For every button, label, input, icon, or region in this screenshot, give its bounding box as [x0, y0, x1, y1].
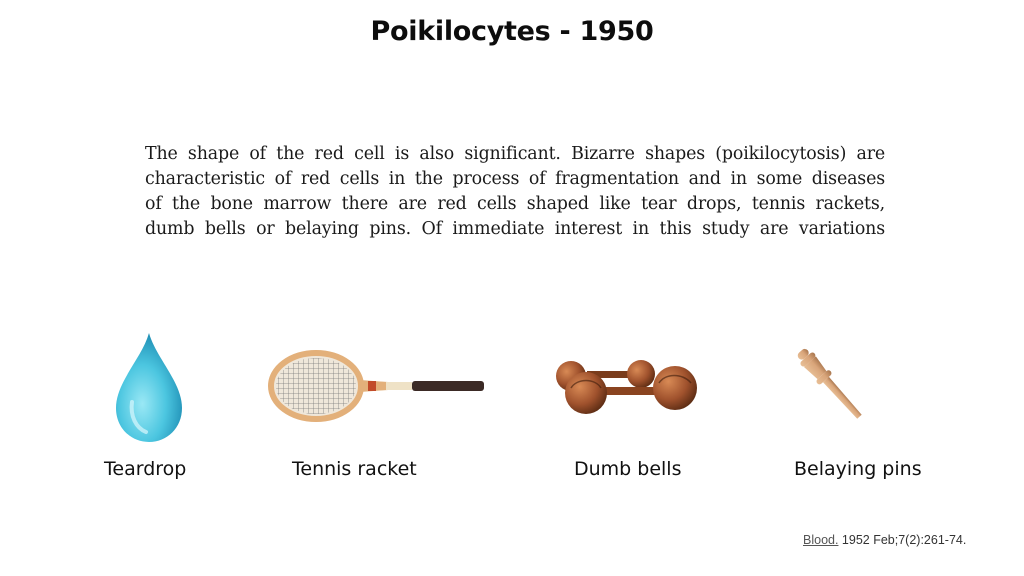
label-tennis-racket: Tennis racket — [292, 458, 417, 480]
belaying-pin-icon — [790, 342, 870, 426]
label-dumbbells: Dumb bells — [574, 458, 682, 480]
quote-line: The shape of the red cell is also significant. Bizarre shapes (poikilocytosis) are — [145, 144, 885, 164]
label-teardrop: Teardrop — [104, 458, 187, 480]
label-belaying-pins: Belaying pins — [794, 458, 922, 480]
slide-title: Poikilocytes - 1950 — [370, 16, 654, 47]
tennis-racket-icon — [268, 348, 486, 424]
citation-details: 1952 Feb;7(2):261-74. — [838, 533, 967, 547]
citation-journal-link[interactable]: Blood. — [803, 533, 839, 547]
citation — [803, 533, 966, 547]
teardrop-icon — [112, 330, 186, 446]
quote-line: dumb bells or belaying pins. Of immediate interest in this study are variations — [145, 219, 885, 239]
dumbbells-icon — [551, 356, 701, 418]
quote-line: of the bone marrow there are red cells shaped like tear drops, tennis rackets, — [145, 194, 885, 214]
quote-line: characteristic of red cells in the process of fragmentation and in some diseases — [145, 169, 885, 189]
quoted-passage — [145, 142, 885, 242]
